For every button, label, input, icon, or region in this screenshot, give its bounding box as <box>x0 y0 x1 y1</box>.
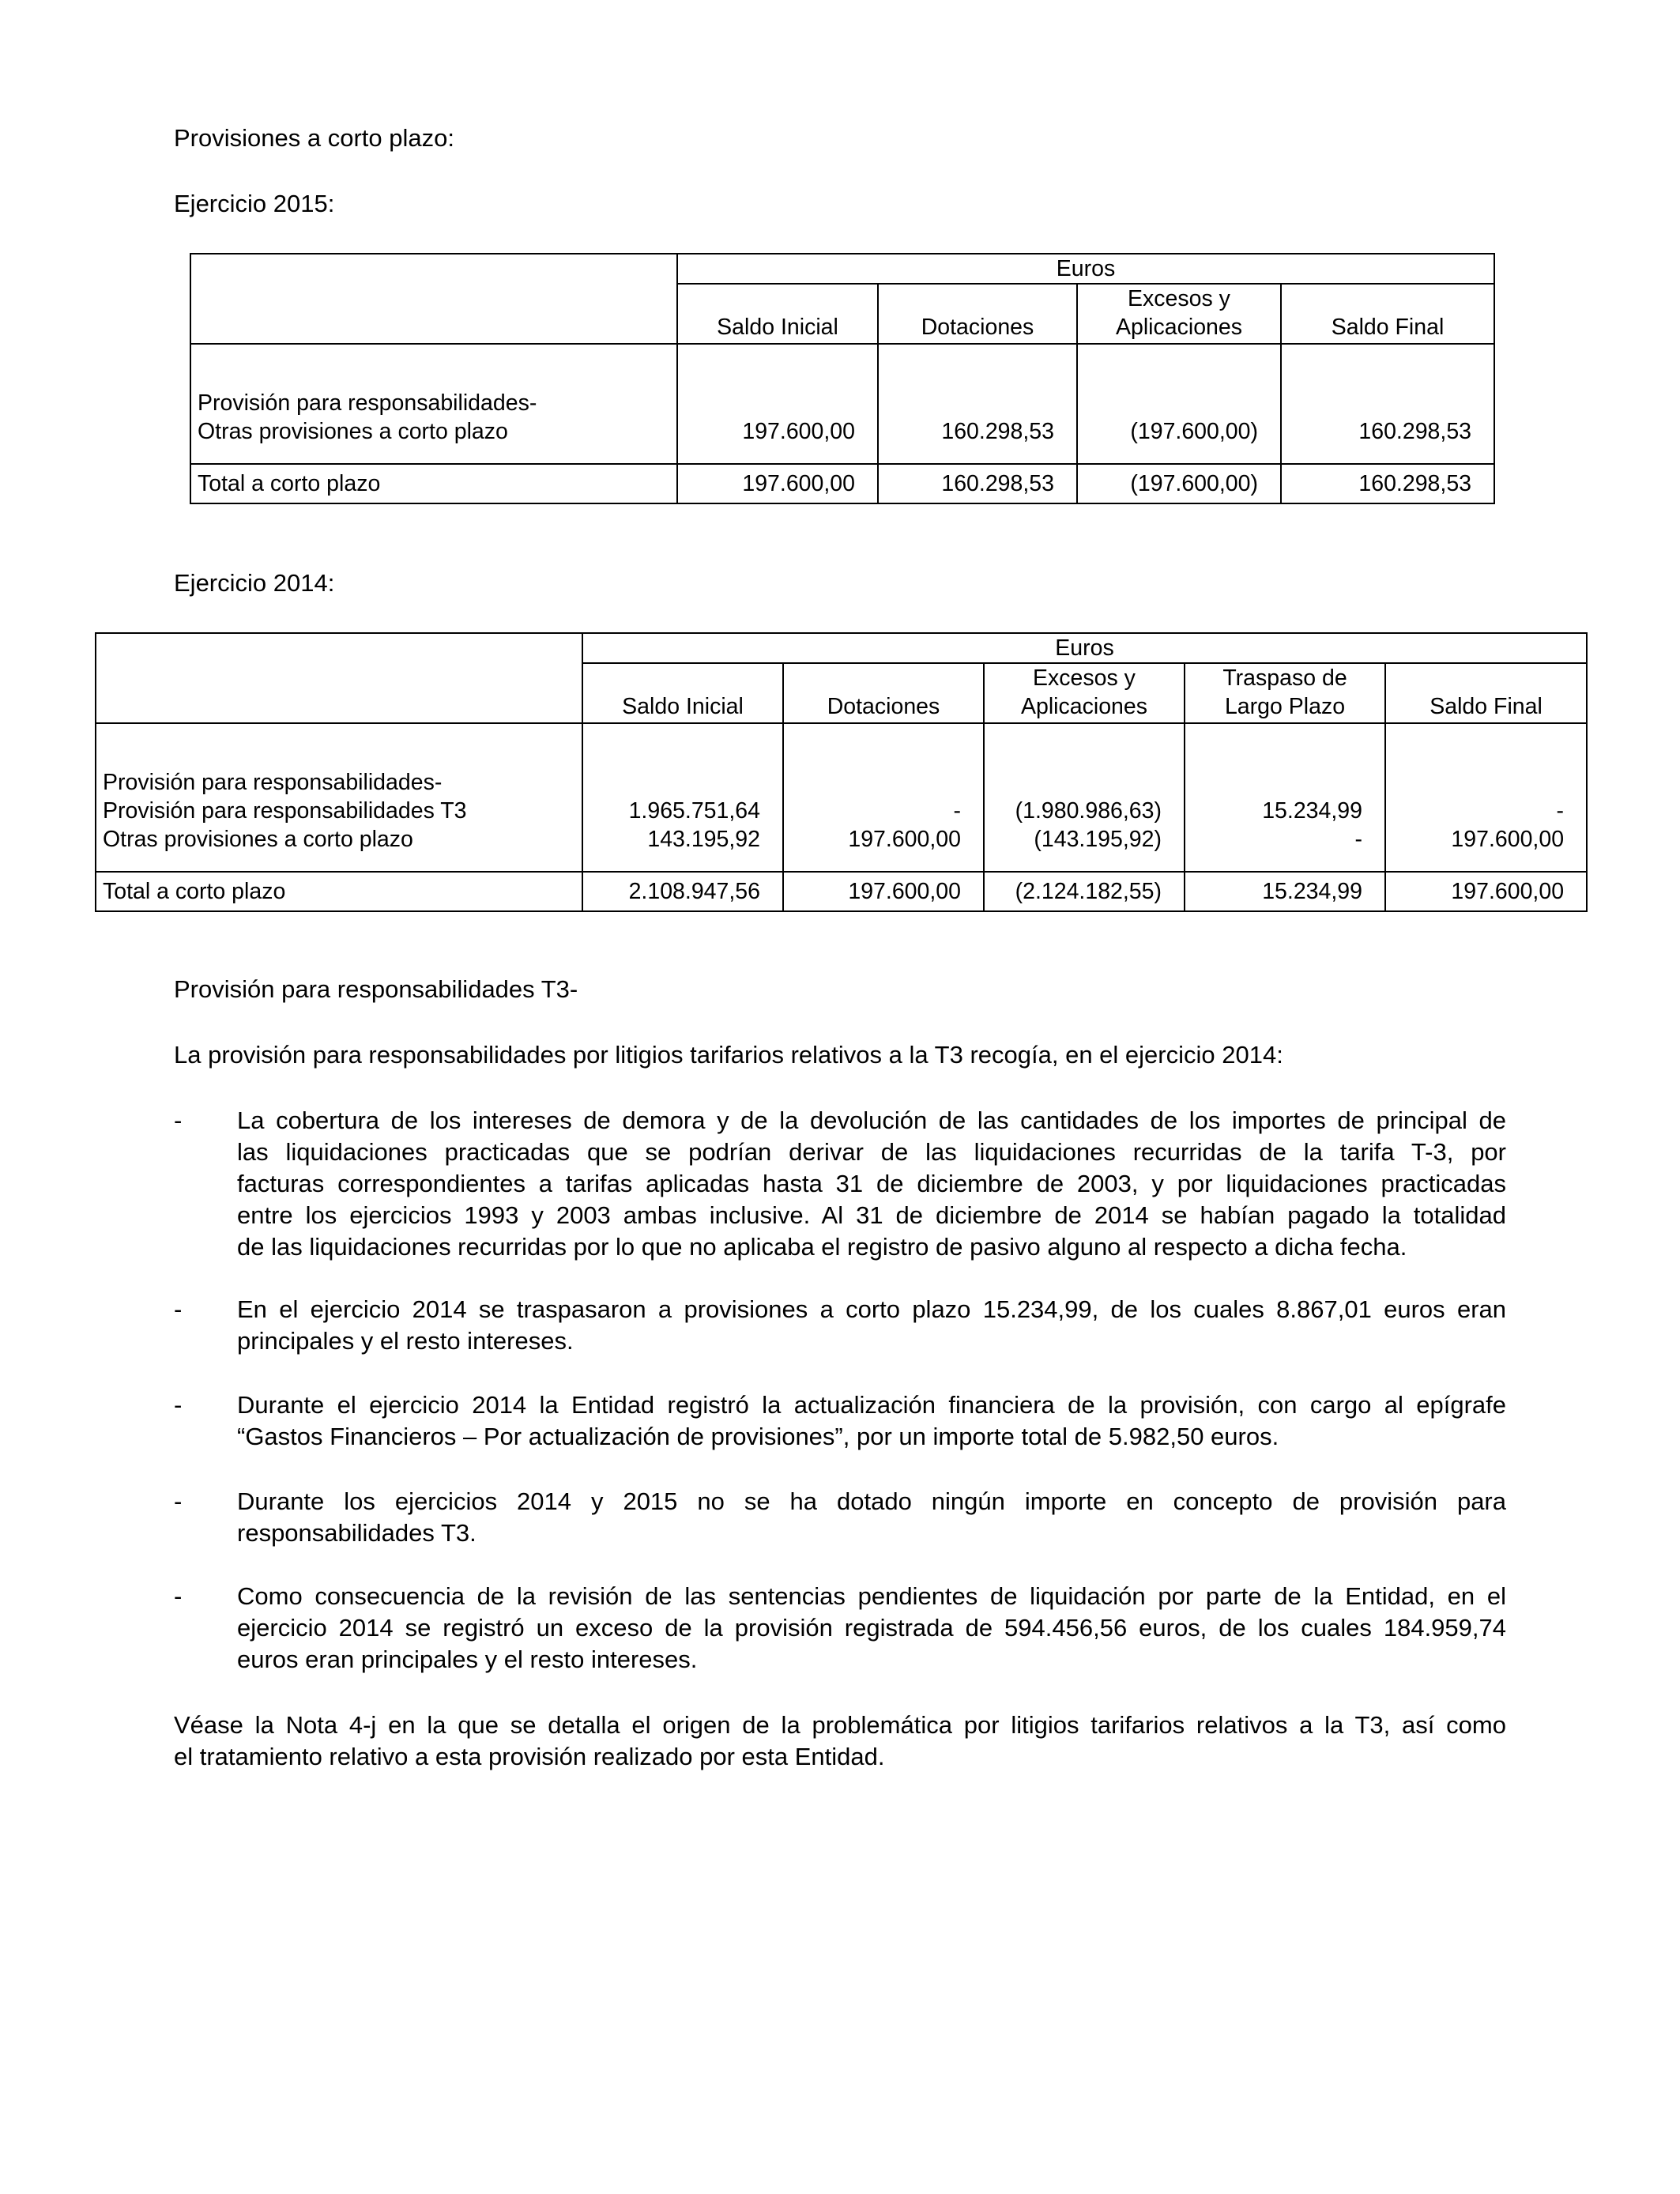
year-2015-heading: Ejercicio 2015: <box>174 190 335 217</box>
total-cell: 197.600,00 <box>783 872 984 911</box>
table-corner <box>96 633 582 723</box>
table-cell: 1.965.751,64 143.195,92 <box>582 723 783 872</box>
total-cell: 160.298,53 <box>878 464 1077 503</box>
bullet-text <box>237 1389 1506 1453</box>
text-line: “Gastos Financieros – Por actualización de provisiones”, por un importe total de 5.982,50 euros. <box>237 1423 1279 1450</box>
text-line: Véase la Nota 4-j en la que se detalla el origen de la problemática por litigios tarifarios relativos a la T3, así como <box>174 1711 1506 1739</box>
table-cell: - 197.600,00 <box>1385 723 1587 872</box>
text-line: entre los ejercicios 1993 y 2003 ambas inclusive. Al 31 de diciembre de 2014 se habían pagado la totalidad <box>237 1201 1506 1229</box>
table-corner <box>190 254 677 344</box>
total-cell: 197.600,00 <box>1385 872 1587 911</box>
column-header: Dotaciones <box>783 663 984 723</box>
total-cell: 197.600,00 <box>677 464 878 503</box>
bullet-text <box>237 1581 1506 1676</box>
column-header: Traspaso de Largo Plazo <box>1185 663 1385 723</box>
text-line: de las liquidaciones recurridas por lo que no aplicaba el registro de pasivo alguno al respecto a dicha fecha. <box>237 1233 1407 1261</box>
column-header: Saldo Inicial <box>582 663 783 723</box>
closing-paragraph <box>174 1710 1506 1773</box>
text-line: el tratamiento relativo a esta provisión realizado por esta Entidad. <box>174 1743 885 1770</box>
total-cell: (197.600,00) <box>1077 464 1281 503</box>
column-header: Dotaciones <box>878 284 1077 344</box>
bullet-dash: - <box>174 1106 183 1134</box>
total-cell: 160.298,53 <box>1281 464 1494 503</box>
table-cell: (1.980.986,63) (143.195,92) <box>984 723 1185 872</box>
text-line: En el ejercicio 2014 se traspasaron a provisiones a corto plazo 15.234,99, de los cuales 8.867,01 euros eran <box>237 1295 1506 1323</box>
t3-section-title: Provisión para responsabilidades T3- <box>174 975 578 1003</box>
row-label: Provisión para responsabilidades- Otras provisiones a corto plazo <box>190 344 677 464</box>
bullet-dash: - <box>174 1487 183 1515</box>
column-header: Saldo Final <box>1281 284 1494 344</box>
provisions-table-2014 <box>95 632 1588 912</box>
bullet-dash: - <box>174 1295 183 1323</box>
text-line: facturas correspondientes a tarifas aplicadas hasta 31 de diciembre de 2003, y por liquidaciones practicadas <box>237 1170 1506 1197</box>
text-line: las liquidaciones practicadas que se podrían derivar de las liquidaciones recurridas de la tarifa T-3, por <box>237 1138 1506 1166</box>
total-cell: 15.234,99 <box>1185 872 1385 911</box>
column-header: Excesos y Aplicaciones <box>1077 284 1281 344</box>
year-2014-heading: Ejercicio 2014: <box>174 569 335 597</box>
table-cell: 15.234,99 - <box>1185 723 1385 872</box>
bullet-dash: - <box>174 1391 183 1419</box>
row-label: Provisión para responsabilidades- Provisión para responsabilidades T3 Otras provisiones a corto plazo <box>96 723 582 872</box>
column-header: Saldo Final <box>1385 663 1587 723</box>
total-label: Total a corto plazo <box>190 464 677 503</box>
intro-paragraph: La provisión para responsabilidades por litigios tarifarios relativos a la T3 recogía, en el ejercicio 2014: <box>174 1041 1283 1069</box>
text-line: Durante los ejercicios 2014 y 2015 no se ha dotado ningún importe en concepto de provisión para <box>237 1487 1506 1515</box>
text-line: Como consecuencia de la revisión de las sentencias pendientes de liquidación por parte de la Entidad, en el <box>237 1582 1506 1610</box>
section-title: Provisiones a corto plazo: <box>174 124 454 152</box>
text-line: responsabilidades T3. <box>237 1519 477 1547</box>
currency-header: Euros <box>677 254 1494 284</box>
total-cell: (2.124.182,55) <box>984 872 1185 911</box>
table-cell: 160.298,53 <box>878 344 1077 464</box>
text-line: Durante el ejercicio 2014 la Entidad registró la actualización financiera de la provisión, con cargo al epígrafe <box>237 1391 1506 1419</box>
bullet-text <box>237 1294 1506 1357</box>
table-cell: (197.600,00) <box>1077 344 1281 464</box>
total-cell: 2.108.947,56 <box>582 872 783 911</box>
provisions-table-2015 <box>190 253 1495 504</box>
table-cell: - 197.600,00 <box>783 723 984 872</box>
table-cell: 160.298,53 <box>1281 344 1494 464</box>
text-line: La cobertura de los intereses de demora y de la devolución de las cantidades de los importes de principal de <box>237 1106 1506 1134</box>
column-header: Saldo Inicial <box>677 284 878 344</box>
total-label: Total a corto plazo <box>96 872 582 911</box>
bullet-text <box>237 1486 1506 1549</box>
bullet-dash: - <box>174 1582 183 1610</box>
text-line: ejercicio 2014 se registró un exceso de la provisión registrada de 594.456,56 euros, de los cuales 184.959,74 <box>237 1614 1506 1642</box>
text-line: euros eran principales y el resto intereses. <box>237 1646 698 1673</box>
bullet-text <box>237 1105 1506 1263</box>
text-line: principales y el resto intereses. <box>237 1327 574 1355</box>
table-cell: 197.600,00 <box>677 344 878 464</box>
column-header: Excesos y Aplicaciones <box>984 663 1185 723</box>
currency-header: Euros <box>582 633 1587 663</box>
